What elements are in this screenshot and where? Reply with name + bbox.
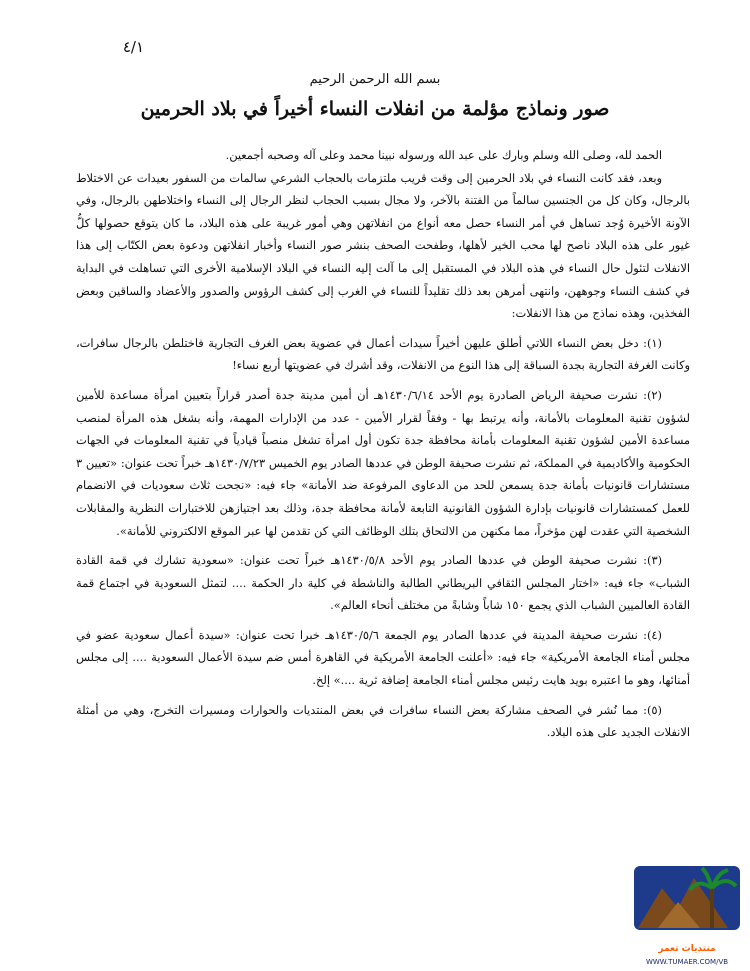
mountain-palm-icon [628,858,746,938]
example-4-paragraph: (٤): نشرت صحيفة المدينة في عددها الصادر يوم الجمعة ١٤٣٠/٥/٦هـ خبرا تحت عنوان: «سيدة أعمال سعودية عضو في مجلس أمناء الجامعة الأمريكية» جاء فيه: «أعلنت الجامعة الأمريكية في القاهرة أمس ضم سيدة الأعمال السعودية .... إلى مجلس أمنائها، وهو ما اعتبره بويد هايت رئيس مجلس أمناء الجامعة إضافة ثرية ....» إلخ. [76,627,690,688]
document-body [76,144,690,744]
example-3-paragraph: (٣): نشرت صحيفة الوطن في عددها الصادر يوم الأحد ١٤٣٠/٥/٨هـ خبراً تحت عنوان: «سعودية تشارك في قمة القادة الشباب» جاء فيه: «اختار المجلس الثقافي البريطاني الطالبة والناشطة في كلية دار الحكمة .... لتمثل السعودية في اجتماع قمة القادة العالميين الشباب الذي يجمع ١٥٠ شاباً وشابةً من مختلف أنحاء العالم». [76,553,690,613]
example-1-paragraph: (١): دخل بعض النساء اللاتي أطلق عليهن أخيراً سيدات أعمال في عضوية بعض الغرف التجارية فاختلطن بالرجال سافرات، وكانت الغرفة التجارية بجدة السباقة إلى هذا النوع من الانفلات، وقد أشرك في عضويتها أربع نساء! [76,335,690,373]
context-paragraph: وبعد، فقد كانت النساء في بلاد الحرمين إلى وقت قريب ملتزمات بالحجاب الشرعي سالمات من السفور بعيدات عن الاختلاط بالرجال، وكان كل من الجنسين سالماً من الفتنة بالآخر، ولا مجال بسبب الحجاب لنظر الرجال إلى النساء واختلاطهن بالرجال، وفي الآونة الأخيرة وُجد تساهل في أمر النساء حصل معه أنواع من انفلاتهن وهي أمور غريبة على هذه البلاد، ما كان يتوقع حصولها كلُّ غيور على هذه البلاد ناصح لها محب الخير لأهلها، وطفحت الصحف بنشر صور النساء وأخبار انفلاتهن ودعوة بعض الكتّاب إلى هذا الانفلات لتئول حال النساء في هذه البلاد في المستقبل إلى ما آلت إليه النساء في البلاد الإسلامية الأخرى التي تساهلت في البداية في كشف النساء وجوههن، وانتهى أمرهن بعد ذلك تقليداً للنساء في الغرب إلى كشف الرؤوس والصدور والأعضاد والساقين وبعض الفخذين، وهذه نماذج من هذا الانفلات: [76,170,690,321]
example-5-paragraph: (٥): مما نُشر في الصحف مشاركة بعض النساء سافرات في بعض المنتديات والحوارات ومسيرات التخرج، وهي من أمثلة الانفلات الجديد على هذه البلاد. [76,702,690,740]
forum-logo [628,858,746,966]
basmala: بسم الله الرحمن الرحيم [309,72,441,87]
logo-name: منتديات تعمر [658,944,716,954]
example-2-paragraph: (٢): نشرت صحيفة الرياض الصادرة يوم الأحد ١٤٣٠/٦/١٤هـ أن أمين مدينة جدة أصدر قراراً بتعيين امرأة مساعدة للأمين لشؤون تقنية المعلومات بالأمانة، وأنه يرتبط بها - وفقاً لقرار الأمين - عدد من الإدارات المهمة، وأنه بشغل هذه المرأة لمنصب مساعدة الأمين لشؤون تقنية المعلومات بأمانة محافظة جدة تكون أول امرأة تشغل منصباً قيادياً في تقنية المعلومات في الجهات الحكومية والأكاديمية في المملكة، ثم نشرت صحيفة الوطن في عددها الصادر يوم الخميس ١٤٣٠/٧/٢٣هـ خبراً تحت عنوان: «تعيين ٣ مستشارات قانونيات بأمانة جدة يسمعن للحد من الدعاوى المرفوعة ضد الأمانة» جاء فيه: «نجحت ثلاث سعوديات في الانضمام للعمل كمستشارات قانونيات بإدارة الشؤون القانونية التابعة لأمانة محافظة جدة، وذلك بعد اجتيازهن للاختبارات النظرية والمقابلات الشخصية التي عقدت لهن مؤخراً، مما مكنهن من الالتحاق بتلك الوظائف التي كن تقدمن لها عبر الموقع الالكتروني للأمانة». [76,387,690,538]
page-number: ٤/١ [122,38,144,56]
page-title: صور ونماذج مؤلمة من انفلات النساء أخيراً في بلاد الحرمين [140,98,610,120]
intro-paragraph: الحمد لله، وصلى الله وسلم وبارك على عبد الله ورسوله نبينا محمد وعلى آله وصحبه أجمعين. [225,148,662,162]
logo-url: WWW.TUMAER.COM/VB [645,958,729,966]
